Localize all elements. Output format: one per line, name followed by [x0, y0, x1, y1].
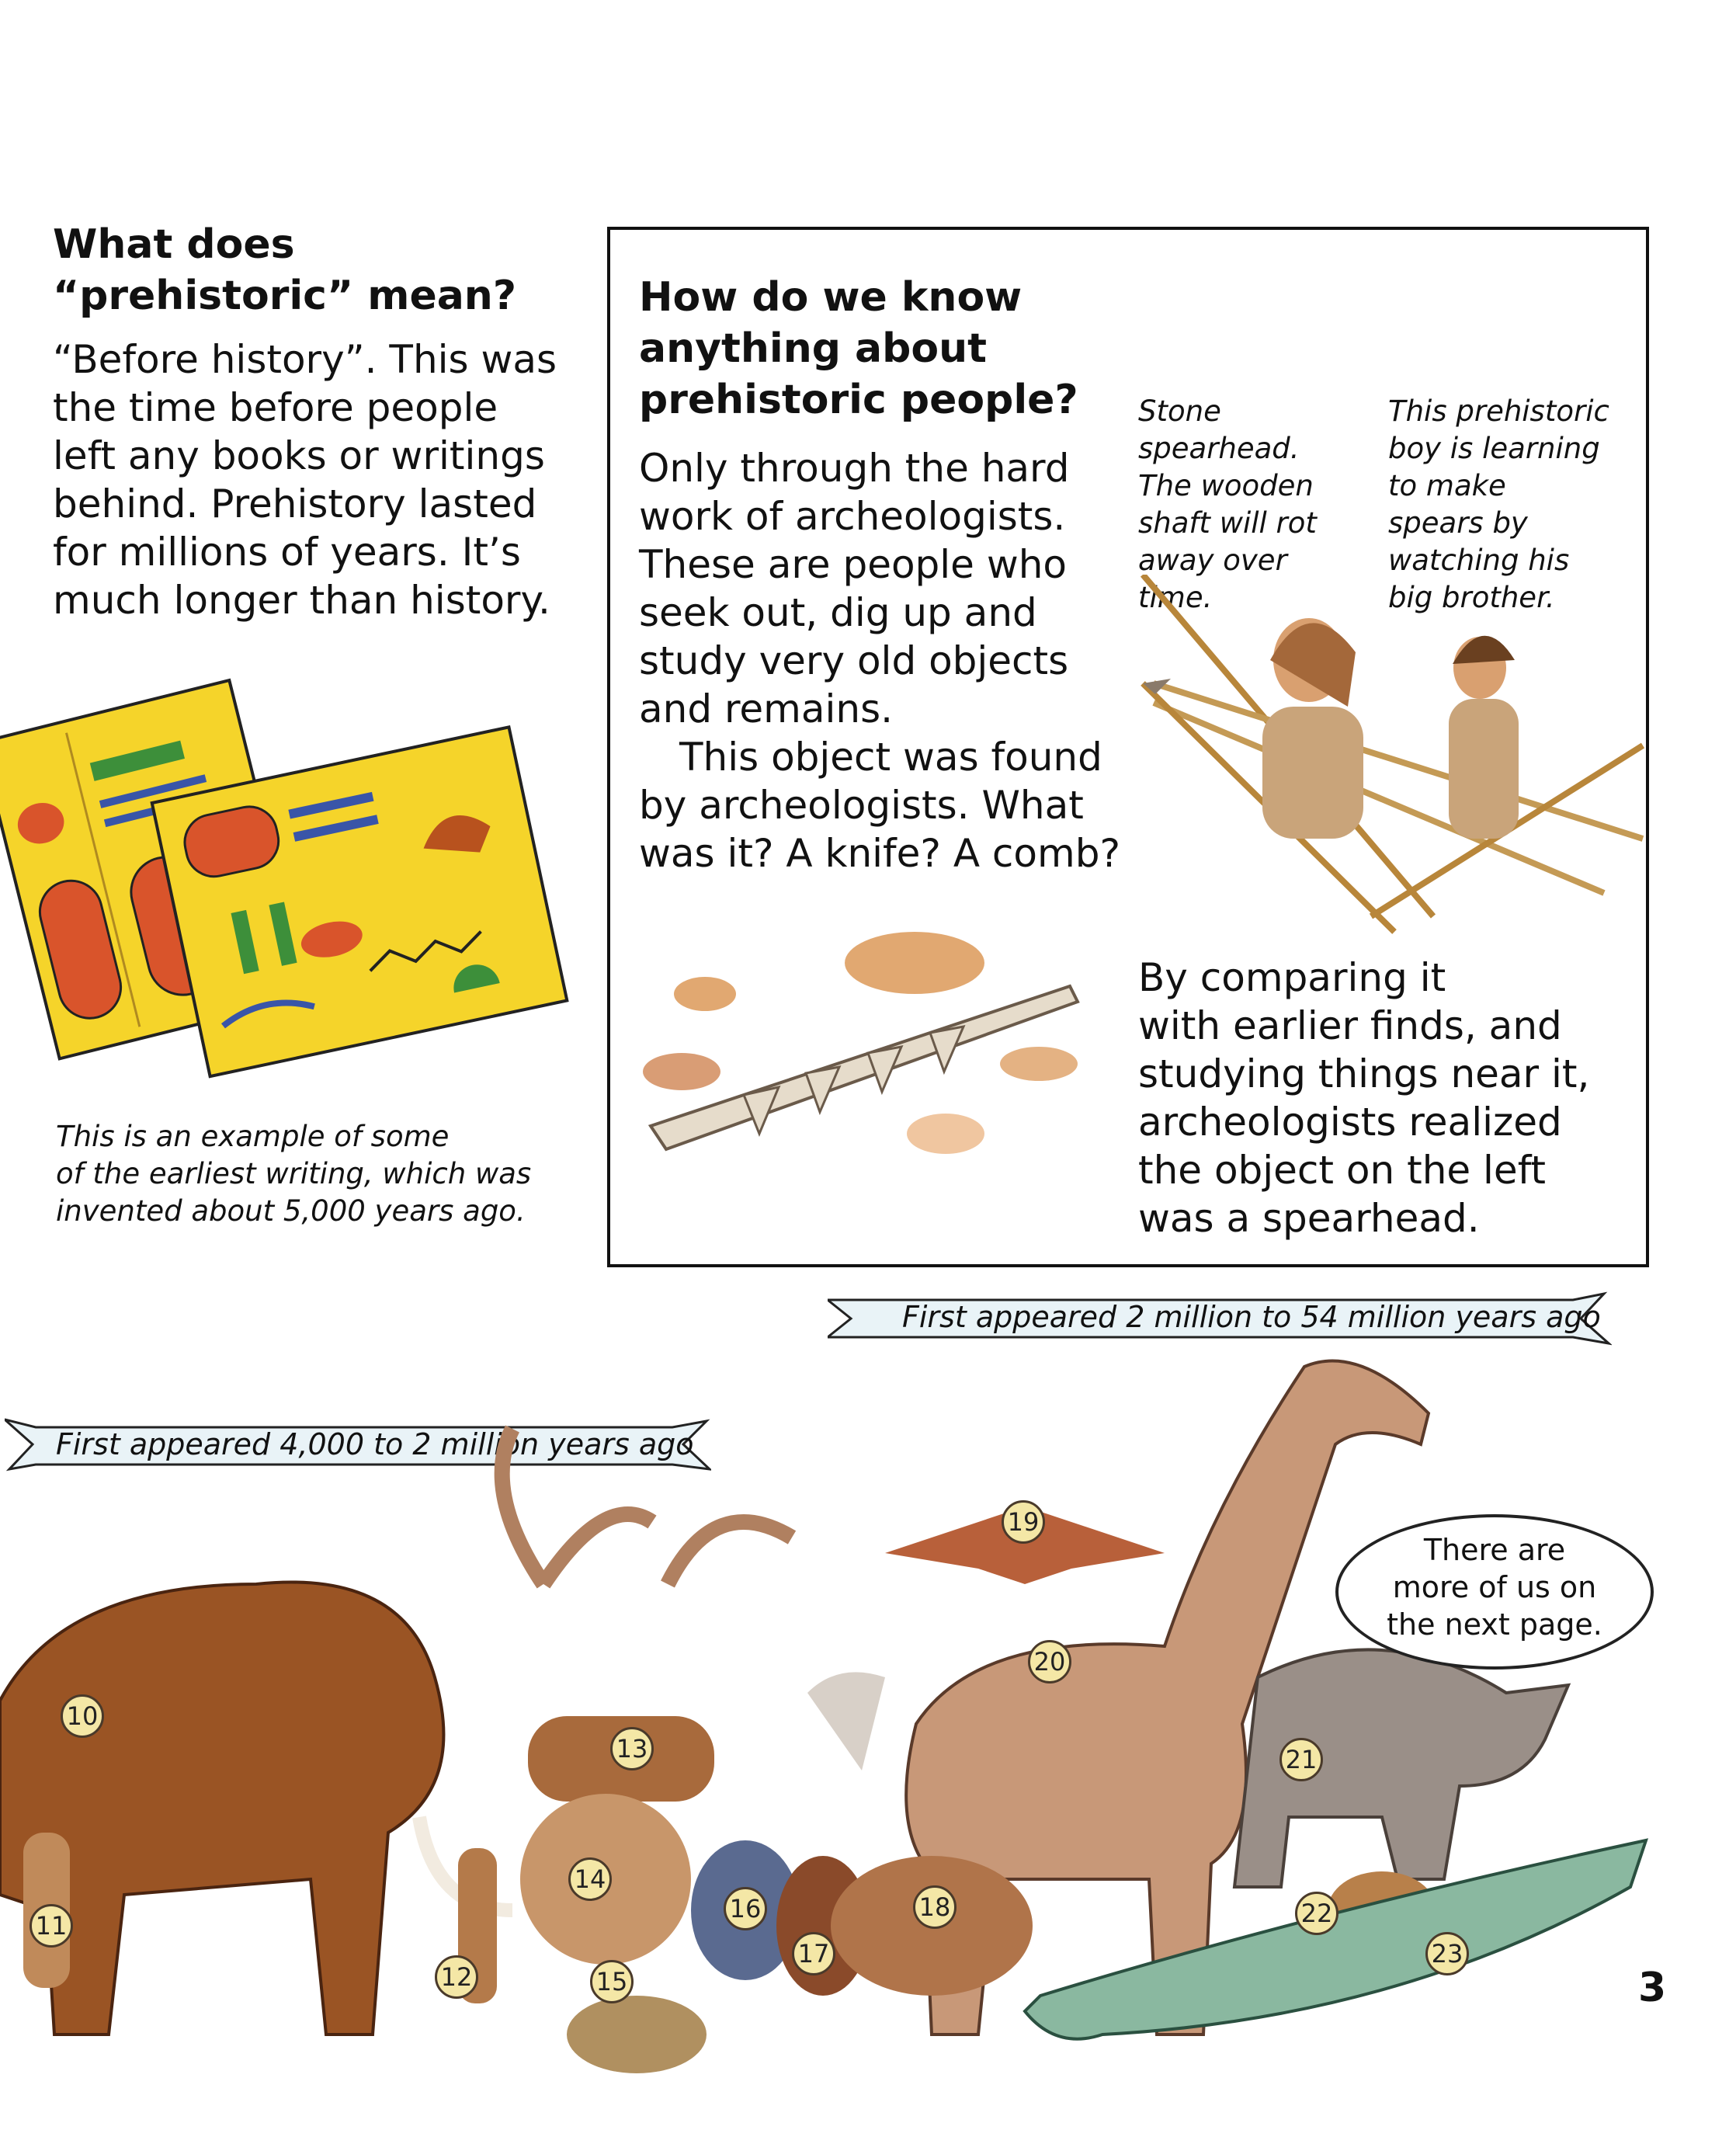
info-heading-line: anything about: [639, 325, 987, 372]
spearhead-caption-line: The wooden: [1138, 469, 1314, 502]
left-heading: [53, 219, 516, 321]
boy-caption-line: to make: [1388, 469, 1506, 502]
info-heading-line: prehistoric people?: [639, 377, 1078, 423]
conclusion-line: By comparing it: [1138, 955, 1446, 1000]
animal-label-21: 21: [1279, 1738, 1323, 1781]
animal-label-19: 19: [1002, 1500, 1045, 1544]
hieroglyph-tablets-illustration: [0, 652, 575, 1087]
animal-label-12: 12: [435, 1955, 478, 1999]
boy-caption-line: This prehistoric: [1388, 394, 1609, 428]
conclusion-line: the object on the left: [1138, 1148, 1547, 1193]
boy-caption-line: watching his: [1388, 544, 1570, 577]
info-body-line: work of archeologists.: [639, 494, 1066, 539]
left-heading-line1: What does: [53, 221, 295, 268]
spearhead-caption-line: time.: [1138, 581, 1213, 614]
animal-label-18: 18: [913, 1885, 957, 1929]
conclusion-line: studying things near it,: [1138, 1051, 1590, 1096]
animal-label-11: 11: [30, 1904, 73, 1948]
animal-label-17: 17: [792, 1932, 835, 1975]
conclusion-line: was a spearhead.: [1138, 1196, 1480, 1241]
spearhead-caption-line: Stone: [1138, 394, 1221, 428]
left-body-line: the time before people: [53, 385, 498, 430]
info-heading: [639, 272, 1078, 426]
info-heading-line: How do we know: [639, 274, 1023, 321]
ribbon-left-label: First appeared 4,000 to 2 million years ago: [56, 1427, 694, 1461]
info-body-line: These are people who: [639, 542, 1068, 587]
conclusion-line: with earlier finds, and: [1138, 1003, 1562, 1048]
writing-caption-line: invented about 5,000 years ago.: [56, 1194, 526, 1228]
info-body-line: and remains.: [639, 686, 894, 731]
info-body-line: This object was found: [679, 735, 1102, 780]
animal-label-23: 23: [1425, 1932, 1469, 1975]
spearhead-caption-line: away over: [1138, 544, 1287, 577]
info-body: [639, 444, 1120, 877]
ribbon-right: [828, 1289, 1612, 1348]
info-body-line: Only through the hard: [639, 446, 1070, 491]
animal-label-10: 10: [61, 1694, 104, 1738]
info-body-line: seek out, dig up and: [639, 590, 1037, 635]
animal-label-22: 22: [1295, 1892, 1338, 1935]
conclusion-text: [1138, 954, 1589, 1242]
left-body-line: much longer than history.: [53, 578, 550, 623]
boy-caption-line: boy is learning: [1388, 432, 1600, 465]
ribbon-right-label: First appeared 2 million to 54 million years ago: [902, 1300, 1601, 1334]
left-body-line: left any books or writings: [53, 433, 545, 478]
conclusion-line: archeologists realized: [1138, 1100, 1562, 1145]
prehistoric-animals-illustration: [0, 1351, 1736, 2137]
animal-label-15: 15: [590, 1960, 634, 2003]
boy-caption-line: big brother.: [1388, 581, 1555, 614]
writing-caption-line: This is an example of some: [56, 1120, 450, 1153]
animal-label-13: 13: [610, 1727, 654, 1770]
boy-caption-line: spears by: [1388, 506, 1528, 540]
animal-label-20: 20: [1028, 1640, 1071, 1684]
page-number: 3: [1638, 1965, 1667, 2011]
animal-label-14: 14: [568, 1857, 612, 1901]
spearhead-artifact-illustration: [635, 901, 1101, 1157]
info-body-line: by archeologists. What: [639, 783, 1084, 828]
speech-bubble-line: There are: [1423, 1533, 1566, 1567]
left-heading-line2: “prehistoric” mean?: [53, 273, 516, 319]
speech-bubble: [1335, 1514, 1654, 1670]
boys-making-spears-illustration: [1138, 575, 1651, 994]
info-body-line: study very old objects: [639, 638, 1069, 683]
left-body-line: behind. Prehistory lasted: [53, 481, 537, 526]
left-body: [53, 335, 557, 624]
animal-label-16: 16: [724, 1887, 767, 1930]
writing-caption-line: of the earliest writing, which was: [56, 1157, 532, 1190]
left-body-line: for millions of years. It’s: [53, 530, 521, 575]
left-body-line: “Before history”. This was: [53, 337, 557, 382]
info-body-line: was it? A knife? A comb?: [639, 831, 1120, 876]
speech-bubble-line: more of us on: [1392, 1570, 1597, 1604]
spearhead-caption-line: spearhead.: [1138, 432, 1300, 465]
writing-caption: [56, 1118, 531, 1230]
spearhead-caption-line: shaft will rot: [1138, 506, 1317, 540]
speech-bubble-line: the next page.: [1387, 1607, 1602, 1642]
